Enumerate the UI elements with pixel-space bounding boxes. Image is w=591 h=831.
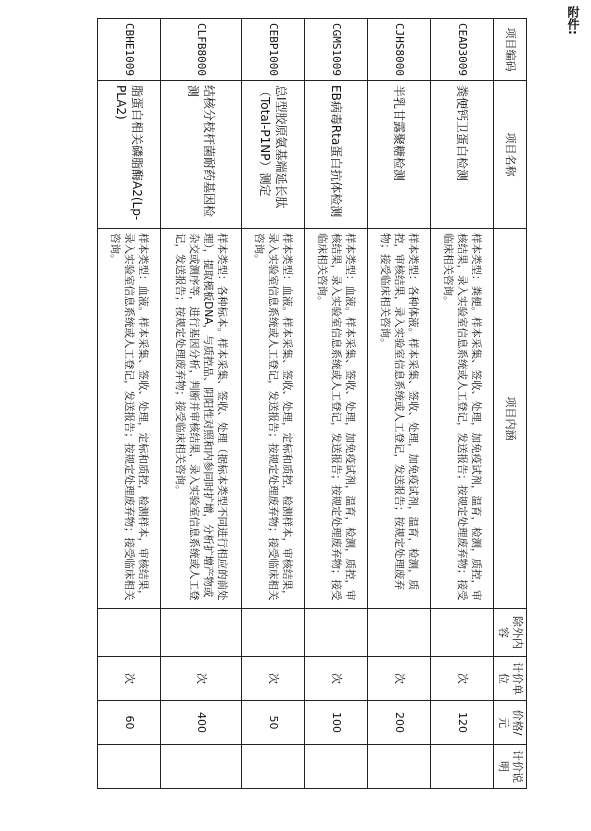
rotated-table-wrapper	[97, 18, 527, 788]
cell-name: 结核分枝杆菌耐药基因检测	[160, 81, 242, 229]
cell-price: 200	[368, 701, 431, 745]
cell-note	[160, 745, 242, 789]
cell-code: CGMS1009	[305, 19, 368, 81]
cell-excluded	[160, 609, 242, 657]
cell-price: 400	[160, 701, 242, 745]
cell-note	[368, 745, 431, 789]
cell-excluded	[98, 609, 161, 657]
cell-price: 120	[431, 701, 494, 745]
table-row	[431, 19, 494, 789]
price-table	[97, 18, 527, 789]
cell-unit: 次	[98, 657, 161, 701]
cell-name: EB病毒Rta蛋白抗体检测	[305, 81, 368, 229]
cell-name: 半乳甘露聚糖检测	[368, 81, 431, 229]
header-note: 计价说明	[494, 745, 527, 789]
cell-excluded	[242, 609, 305, 657]
header-excluded: 除外内容	[494, 609, 527, 657]
header-code: 项目编码	[494, 19, 527, 81]
cell-unit: 次	[305, 657, 368, 701]
table-row	[242, 19, 305, 789]
cell-content: 样本类型：血液。样本采集、签收、处理，定标和质控，检测样本，审核结果，录入实验室信息系统或人工登记，发送报告；按规定处理废弃物；接受临床相关咨询。	[98, 229, 161, 609]
cell-unit: 次	[368, 657, 431, 701]
cell-code: CEAD3009	[431, 19, 494, 81]
cell-note	[305, 745, 368, 789]
header-unit: 计价单位	[494, 657, 527, 701]
cell-excluded	[431, 609, 494, 657]
cell-content: 样本类型：粪便。样本采集、签收、处理，加免疫试剂，温育，检测，质控，审核结果，录入实验室信息系统或人工登记，发送报告；按规定处理废弃物；接受临床相关咨询。	[431, 229, 494, 609]
cell-code: CBHE1009	[98, 19, 161, 81]
cell-excluded	[305, 609, 368, 657]
attachment-label: 附件:	[566, 6, 580, 35]
cell-name: 总Ⅰ型胶原氨基端延长肽（Total-P1NP）测定	[242, 81, 305, 229]
header-name: 项目名称	[494, 81, 527, 229]
cell-code: CEBP1000	[242, 19, 305, 81]
cell-content: 样本类型：血液。样本采集、签收、处理，加免疫试剂，温育，检测，质控，审核结果，录入实验室信息系统或人工登记，发送报告；按规定处理废弃物；接受临床相关咨询。	[305, 229, 368, 609]
cell-note	[431, 745, 494, 789]
cell-content: 样本类型：各种体液。样本采集、签收、处理，加免疫试剂，温育，检测，质控，审核结果，录入实验室信息系统或人工登记，发送报告；按规定处理废弃物；接受临床相关咨询。	[368, 229, 431, 609]
cell-code: CJHS8000	[368, 19, 431, 81]
table-row	[160, 19, 242, 789]
table-row	[368, 19, 431, 789]
cell-name: 粪便钙卫蛋白检测	[431, 81, 494, 229]
cell-unit: 次	[242, 657, 305, 701]
cell-note	[242, 745, 305, 789]
table-row	[98, 19, 161, 789]
cell-name: 脂蛋白相关磷脂酶A2(Lp-PLA2)	[98, 81, 161, 229]
cell-content: 样本类型：血液。样本采集、签收、处理，定标和质控，检测样本，审核结果，录入实验室信息系统或人工登记，发送报告；按规定处理废弃物；接受临床相关咨询。	[242, 229, 305, 609]
cell-code: CLFB8000	[160, 19, 242, 81]
table-row	[305, 19, 368, 789]
table-header-row	[494, 19, 527, 789]
cell-price: 100	[305, 701, 368, 745]
cell-unit: 次	[160, 657, 242, 701]
cell-unit: 次	[431, 657, 494, 701]
cell-price: 60	[98, 701, 161, 745]
cell-excluded	[368, 609, 431, 657]
cell-content: 样本类型：各种标本。样本采集、签收、处理（据标本类型不同进行相应的前处理），提取模板DNA，与质控品、阴阳性对照和内参同时扩增，分析扩增产物或杂交或测序等，进行基因分析，判断并审核结果，录入实验室信息系统或人工登记，发送报告；按规定处理废弃物；接受临床相关咨询。	[160, 229, 242, 609]
cell-note	[98, 745, 161, 789]
cell-price: 50	[242, 701, 305, 745]
header-content: 项目内涵	[494, 229, 527, 609]
header-price: 价格/元	[494, 701, 527, 745]
